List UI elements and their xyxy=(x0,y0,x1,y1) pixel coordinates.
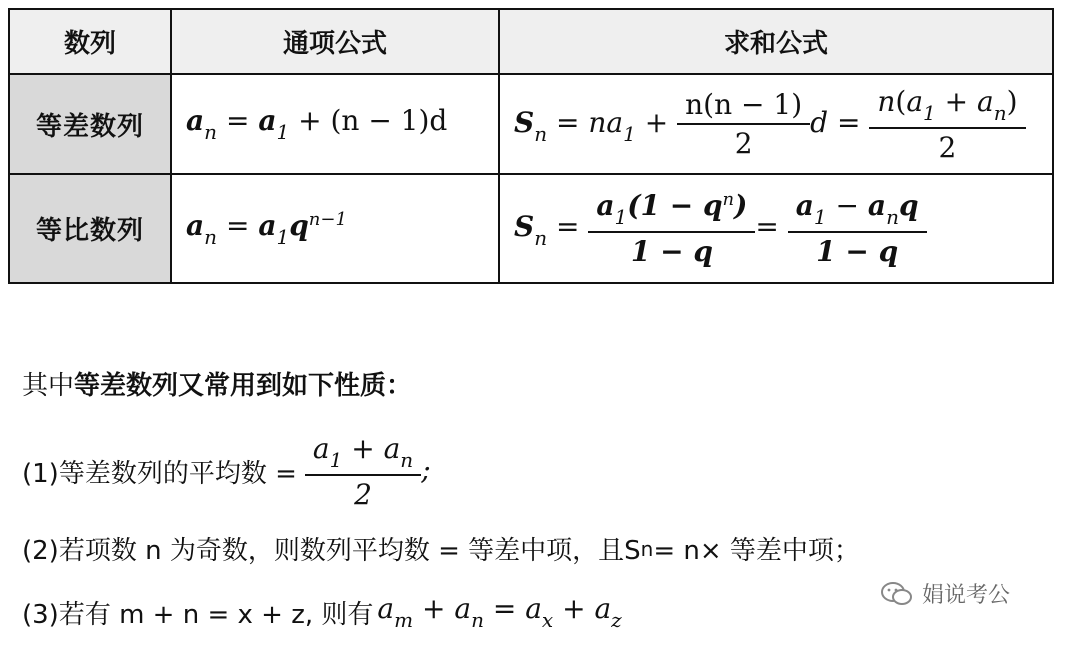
header-sum-label: 求和公式 xyxy=(723,29,828,59)
arithmetic-sum-formula: $S_n = na_1$ + $\frac{n(n - 1)}{2}$ d = $\frac{n(a_1 + a_n)}{2}$ xyxy=(514,75,1052,173)
formula-table xyxy=(8,8,1054,284)
geometric-sum-formula: $S_n$ = $\frac{a_1(1 - q^n)}{1 - q}$ = $\frac{a_1 - a_nq}{1 - q}$ xyxy=(514,175,1052,282)
header-cell-sum xyxy=(500,10,1052,73)
geometric-general-term: $a_n = a_1q^{n-1}$ xyxy=(186,208,347,249)
table-divider-h1 xyxy=(10,73,1052,75)
property-2-suffix: = n× 等差中项； xyxy=(653,536,860,566)
header-sequence-label: 数列 xyxy=(63,29,116,59)
properties-intro xyxy=(22,365,412,402)
property-2: (2)若项数 n 为奇数，则数列平均数 = 等差中项，且S n = n× 等差中项； xyxy=(22,530,860,567)
header-cell-general-term xyxy=(172,10,498,73)
property-2-text: (2)若项数 n 为奇数，则数列平均数 = 等差中项，且S xyxy=(22,536,641,566)
table-divider-v2 xyxy=(498,10,500,282)
property-3: (3)若有 m + n = x + z, 则有 $a_m + a_n = a_x + a_z$ xyxy=(22,592,622,632)
header-cell-sequence xyxy=(10,10,170,73)
header-general-term-label: 通项公式 xyxy=(282,29,387,59)
property-1-text: (1)等差数列的平均数 = xyxy=(22,459,297,489)
property-1: (1)等差数列的平均数 = $\frac{a_1 + a_n}{2}$ ; xyxy=(22,432,431,511)
intro-bold: 等差数列又常用到如下性质： xyxy=(74,371,413,401)
arithmetic-general-term: $a_n = a_1 + (n - 1)d$ xyxy=(186,104,448,144)
table-divider-v1 xyxy=(170,10,172,282)
row-geometric-label: 等比数列 xyxy=(35,216,144,246)
watermark-text: 娟说考公 xyxy=(922,583,1011,608)
watermark xyxy=(880,578,1010,609)
table-divider-h2 xyxy=(10,173,1052,175)
intro-prefix: 其中 xyxy=(22,371,75,401)
row-head-arithmetic xyxy=(10,75,170,173)
property-3-text: (3)若有 m + n = x + z, 则有 xyxy=(22,599,374,630)
wechat-icon xyxy=(880,580,914,608)
row-head-geometric xyxy=(10,175,170,282)
row-arithmetic-label: 等差数列 xyxy=(35,111,144,142)
